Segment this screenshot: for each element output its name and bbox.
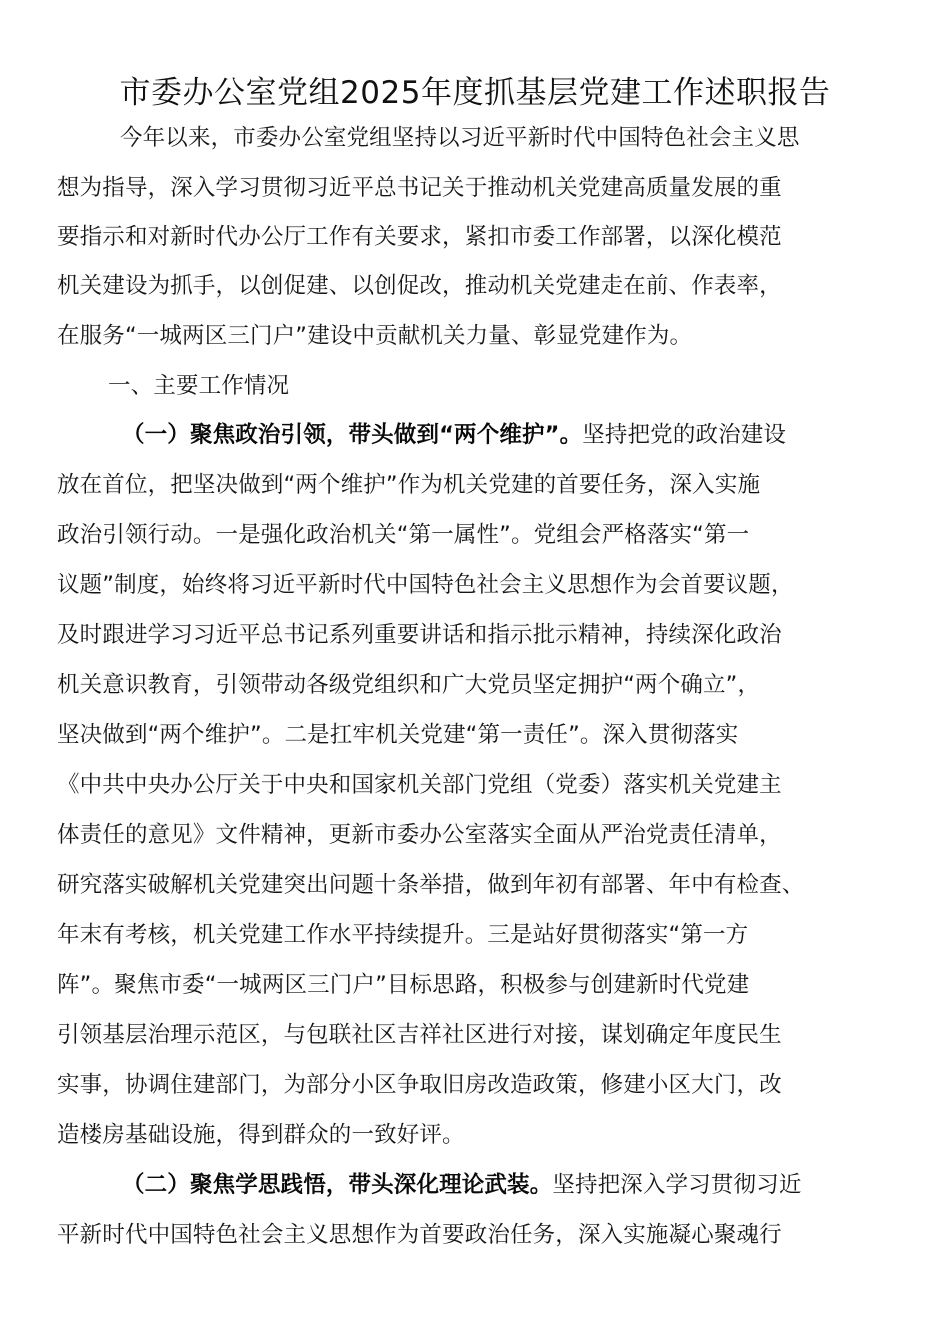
- subsection-1-line: 坚决做到“两个维护”。二是扛牢机关党建“第一责任”。深入贯彻落实: [57, 722, 739, 748]
- subsection-1-line: 议题”制度，始终将习近平新时代中国特色社会主义思想作为会首要议题，: [57, 572, 794, 598]
- section-heading: 一、主要工作情况: [108, 373, 290, 399]
- subsection-2-text: 坚持把深入学习贯彻习近: [552, 1172, 802, 1198]
- intro-paragraph-line: 今年以来，市委办公室党组坚持以习近平新时代中国特色社会主义思: [120, 125, 800, 151]
- subsection-1-line: 实事，协调住建部门，为部分小区争取旧房改造政策，修建小区大门，改: [57, 1072, 782, 1098]
- subsection-1-line: 放在首位，把坚决做到“两个维护”作为机关党建的首要任务，深入实施: [57, 472, 761, 498]
- subsection-1-line: 体责任的意见》文件精神，更新市委办公室落实全面从严治党责任清单，: [57, 822, 782, 848]
- subsection-2-line: 平新时代中国特色社会主义思想作为首要政治任务，深入实施凝心聚魂行: [57, 1222, 782, 1248]
- subsection-1-text: 坚持把党的政治建设: [582, 422, 787, 448]
- subsection-2-heading: （二）聚焦学思践悟，带头深化理论武装。: [122, 1172, 553, 1198]
- subsection-1-line: 研究落实破解机关党建突出问题十条举措，做到年初有部署、年中有检查、: [57, 872, 805, 898]
- subsection-1-line: 《中共中央办公厅关于中央和国家机关部门党组（党委）落实机关党建主: [57, 772, 782, 798]
- intro-paragraph-line: 要指示和对新时代办公厅工作有关要求，紧扣市委工作部署，以深化模范: [57, 224, 782, 250]
- subsection-1-line: 政治引领行动。一是强化政治机关“第一属性”。党组会严格落实“第一: [57, 522, 750, 548]
- intro-paragraph-line: 想为指导，深入学习贯彻习近平总书记关于推动机关党建高质量发展的重: [57, 175, 782, 201]
- subsection-1-heading: （一）聚焦政治引领，带头做到“两个维护”。: [122, 422, 583, 448]
- intro-paragraph-line: 机关建设为抓手，以创促建、以创促改，推动机关党建走在前、作表率，: [57, 273, 782, 299]
- subsection-1-line: 阵”。聚焦市委“一城两区三门户”目标思路，积极参与创建新时代党建: [57, 972, 750, 998]
- subsection-1-line: 及时跟进学习习近平总书记系列重要讲话和指示批示精神，持续深化政治: [57, 622, 782, 648]
- intro-paragraph-line: 在服务“一城两区三门户”建设中贡献机关力量、彰显党建作为。: [57, 323, 693, 349]
- subsection-1-line: 造楼房基础设施，得到群众的一致好评。: [57, 1122, 465, 1148]
- subsection-1-line: 机关意识教育，引领带动各级党组织和广大党员坚定拥护“两个确立”，: [57, 672, 761, 698]
- subsection-2-first-line: [122, 1167, 802, 1203]
- document-title: 市委办公室党组2025年度抓基层党建工作述职报告: [119, 75, 831, 111]
- subsection-1-first-line: [122, 417, 786, 453]
- subsection-1-line: 年末有考核，机关党建工作水平持续提升。三是站好贯彻落实“第一方: [57, 922, 749, 948]
- subsection-1-line: 引领基层治理示范区，与包联社区吉祥社区进行对接，谋划确定年度民生: [57, 1022, 782, 1048]
